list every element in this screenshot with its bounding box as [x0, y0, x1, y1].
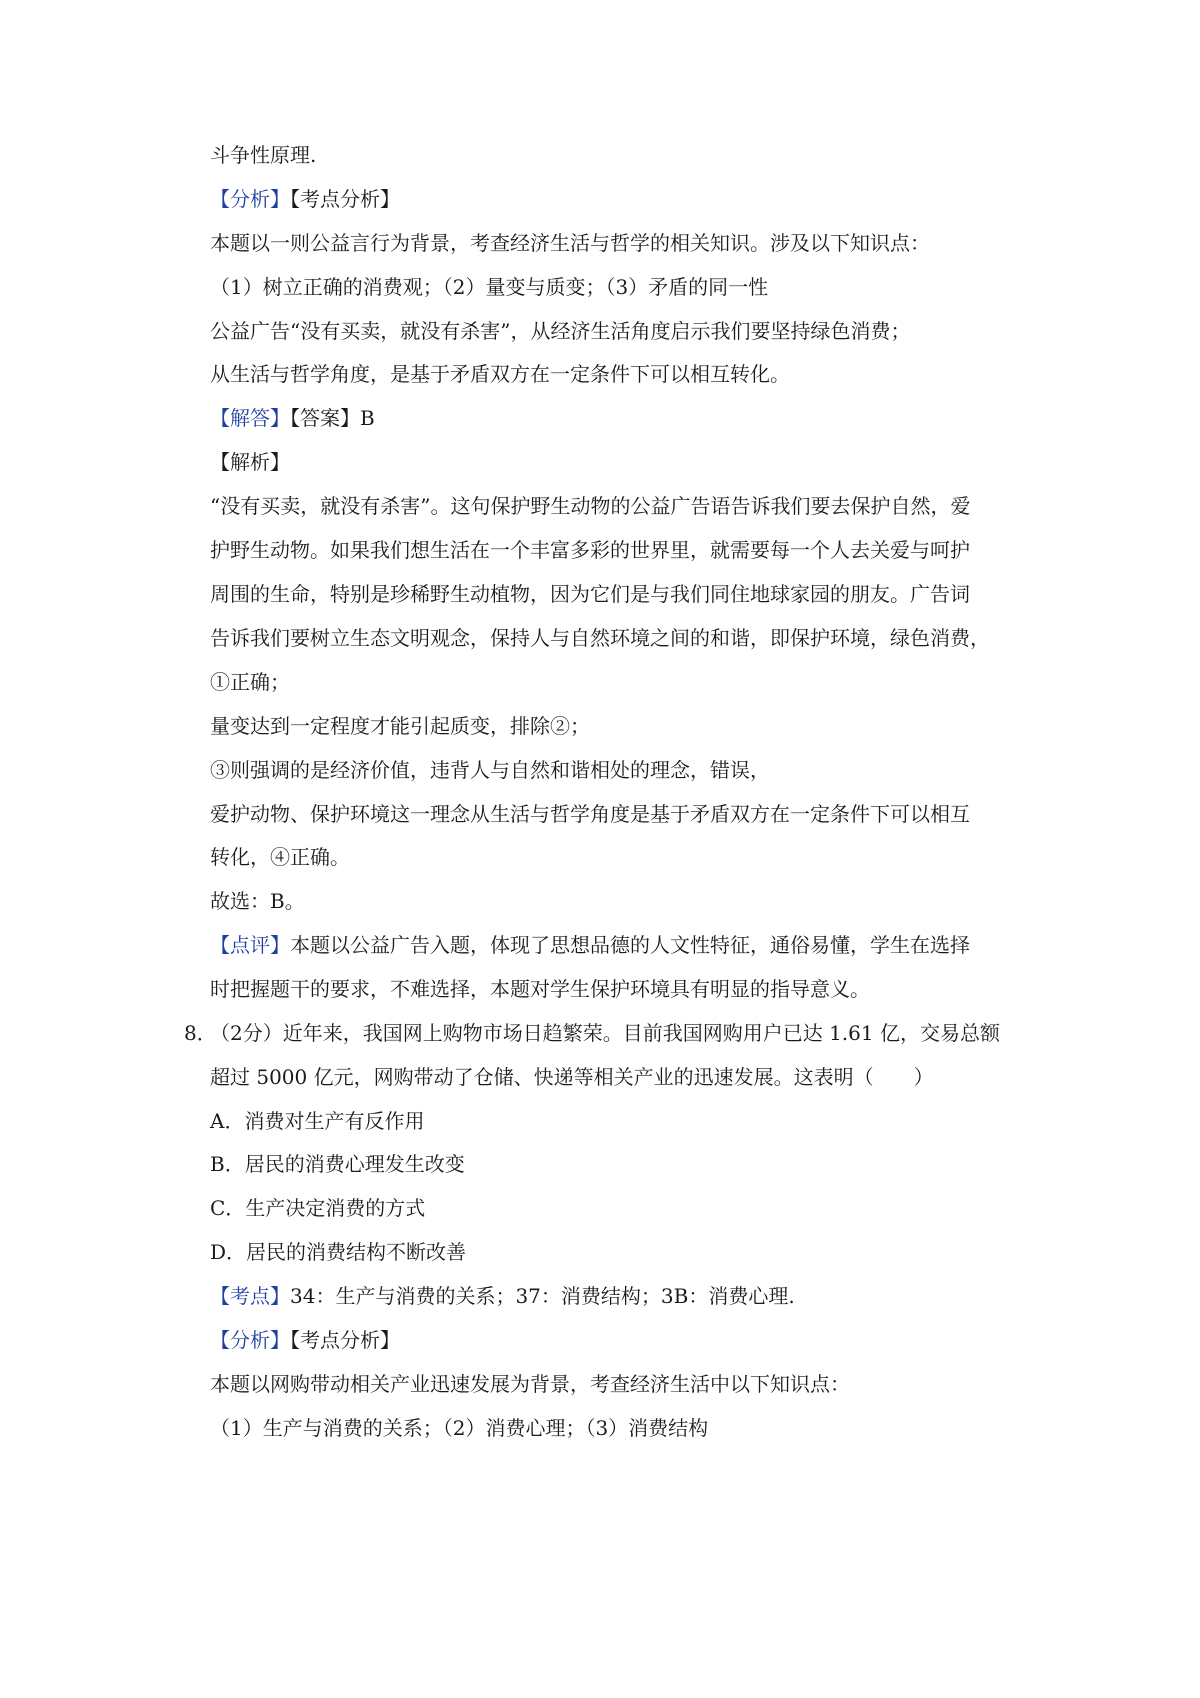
text-line: 护野生动物。如果我们想生活在一个丰富多彩的世界里，就需要每一个人去关爱与呵护	[210, 538, 970, 562]
knowledge-point-tag: 考点	[230, 1284, 270, 1308]
question-number: 8．	[184, 1021, 217, 1045]
question-stem: 超过 5000 亿元，网购带动了仓储、快递等相关产业的迅速发展。这表明（ ）	[210, 1065, 934, 1089]
text-line: 告诉我们要树立生态文明观念，保持人与自然环境之间的和谐，即保护环境，绿色消费，	[210, 626, 990, 650]
text-line: 时把握题干的要求，不难选择，本题对学生保护环境具有明显的指导意义。	[210, 977, 870, 1001]
heading-rest: 【考点分析】	[290, 1328, 400, 1352]
text-line: 公益广告“没有买卖，就没有杀害”，从经济生活角度启示我们要坚持绿色消费；	[210, 319, 911, 343]
tag-close-bracket: 】	[270, 406, 290, 430]
tag-close-bracket: 】	[270, 1284, 290, 1308]
option-d: D．居民的消费结构不断改善	[210, 1240, 467, 1264]
text-line: ①正确；	[210, 670, 290, 694]
tag-open-bracket: 【	[210, 187, 230, 211]
text-line: （1）树立正确的消费观；（2）量变与质变；（3）矛盾的同一性	[210, 275, 769, 299]
text-line: ③则强调的是经济价值，违背人与自然和谐相处的理念，错误，	[210, 758, 770, 782]
analysis-tag: 分析	[230, 187, 270, 211]
text-line: 转化，④正确。	[210, 845, 350, 869]
text-line: 爱护动物、保护环境这一理念从生活与哲学角度是基于矛盾双方在一定条件下可以相互	[210, 802, 970, 826]
heading-rest: 34：生产与消费的关系；37：消费结构；3B：消费心理.	[290, 1284, 795, 1308]
option-b: B．居民的消费心理发生改变	[210, 1152, 465, 1176]
text-line: 周围的生命，特别是珍稀野生动植物，因为它们是与我们同住地球家园的朋友。广告词	[210, 582, 970, 606]
analysis-heading	[210, 1326, 1030, 1354]
heading-rest: 【答案】B	[290, 406, 375, 430]
text-line: （1）生产与消费的关系；（2）消费心理；（3）消费结构	[210, 1416, 709, 1440]
text-line: 本题以网购带动相关产业迅速发展为背景，考查经济生活中以下知识点：	[210, 1372, 850, 1396]
text-line: 故选：B。	[210, 889, 305, 913]
heading-rest: 本题以公益广告入题，体现了思想品德的人文性特征，通俗易懂，学生在选择	[290, 933, 970, 957]
analysis-heading	[210, 185, 1030, 213]
answer-heading	[210, 404, 1030, 432]
answer-tag: 解答	[230, 406, 270, 430]
text-line: 从生活与哲学角度，是基于矛盾双方在一定条件下可以相互转化。	[210, 362, 790, 386]
tag-open-bracket: 【	[210, 1328, 230, 1352]
text-line: “没有买卖，就没有杀害”。这句保护野生动物的公益广告语告诉我们要去保护自然，爱	[210, 494, 971, 518]
tag-close-bracket: 】	[270, 187, 290, 211]
question-stem: （2分）近年来，我国网上购物市场日趋繁荣。目前我国网购用户已达 1.61 亿，交易总额	[210, 1021, 1000, 1045]
text-line: 本题以一则公益言行为背景，考查经济生活与哲学的相关知识。涉及以下知识点：	[210, 231, 930, 255]
heading-rest: 【考点分析】	[290, 187, 400, 211]
text-line: 【解析】	[210, 450, 290, 474]
tag-open-bracket: 【	[210, 406, 230, 430]
knowledge-point-heading	[210, 1282, 1030, 1310]
tag-close-bracket: 】	[270, 933, 290, 957]
text-line: 量变达到一定程度才能引起质变，排除②；	[210, 714, 590, 738]
option-c: C．生产决定消费的方式	[210, 1196, 426, 1220]
review-heading	[210, 931, 1030, 959]
review-tag: 点评	[230, 933, 270, 957]
option-a: A．消费对生产有反作用	[210, 1109, 425, 1133]
tag-open-bracket: 【	[210, 1284, 230, 1308]
text-line: 斗争性原理.	[210, 143, 317, 167]
tag-open-bracket: 【	[210, 933, 230, 957]
analysis-tag: 分析	[230, 1328, 270, 1352]
tag-close-bracket: 】	[270, 1328, 290, 1352]
